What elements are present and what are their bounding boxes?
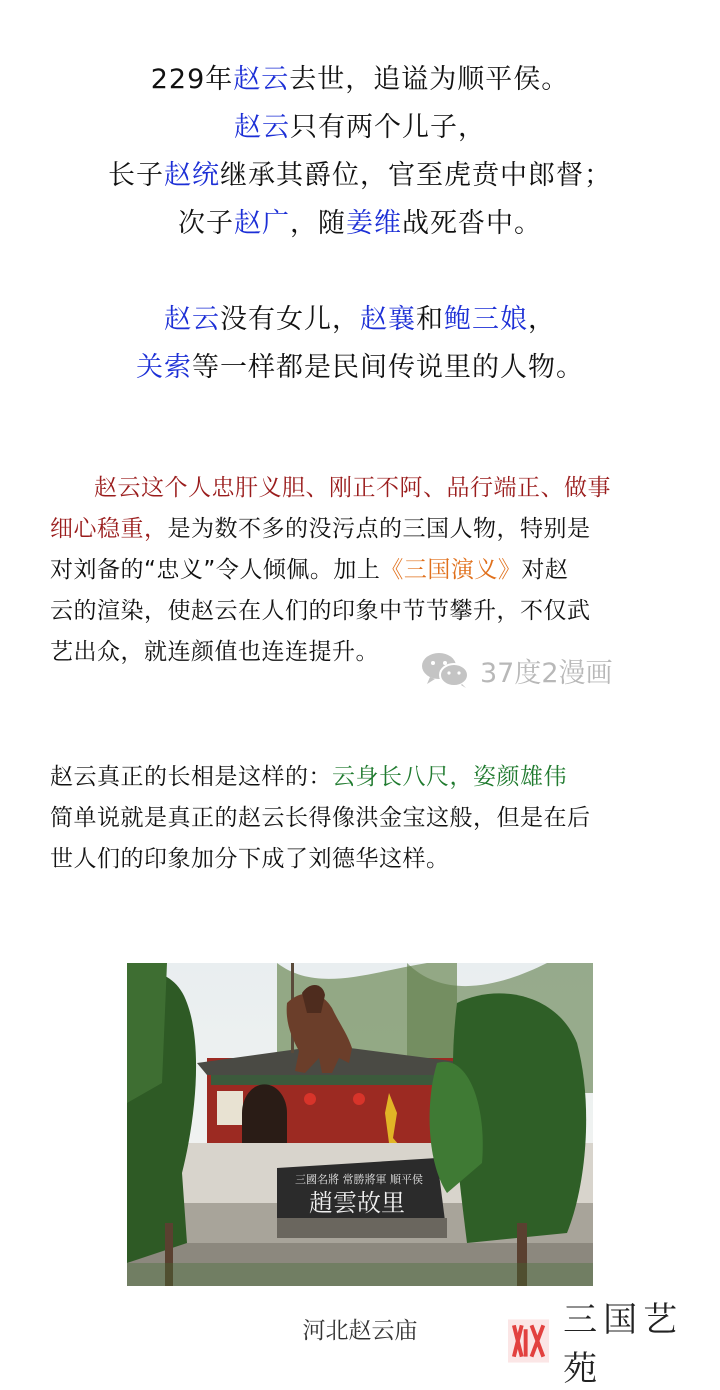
- brand-logo: [508, 1300, 720, 1389]
- intro-line-2: 赵云只有两个儿子，: [234, 112, 486, 143]
- intro-line-5: 赵云没有女儿，赵襄和鲍三娘，: [164, 304, 556, 335]
- stele-title: 趙雲故里: [309, 1189, 405, 1217]
- name-zhaoyun: 赵云: [233, 64, 290, 95]
- para1-line-1: 赵云这个人忠肝义胆、刚正不阿、品行端正、做事: [94, 475, 611, 501]
- name-jiangwei: 姜维: [346, 208, 402, 239]
- name-zhaotong: 赵统: [164, 160, 220, 191]
- intro-block-2: [0, 296, 720, 392]
- brand-text: 三国艺苑: [563, 1300, 684, 1389]
- intro-block: [0, 56, 720, 248]
- temple-photo: [127, 963, 593, 1286]
- brand-logo-icon: [508, 1319, 549, 1363]
- name-zhaoguang: 赵广: [234, 208, 290, 239]
- intro-line-4: 次子赵广，随姜维战死沓中。: [178, 208, 542, 239]
- paragraph-appearance: [50, 757, 680, 880]
- para1-line-4: 云的渲染，使赵云在人们的印象中节节攀升，不仅武: [50, 598, 591, 624]
- paragraph-character: [50, 468, 680, 673]
- para2-line-2: 简单说就是真正的赵云长得像洪金宝这般，但是在后: [50, 805, 591, 831]
- stele-subtitle: 三國名將 常勝將軍 順平侯: [295, 1173, 423, 1186]
- name-zhaoyun: 赵云: [164, 304, 220, 335]
- watermark-text: 37度2漫画: [480, 657, 613, 689]
- name-zhaoxiang: 赵襄: [360, 304, 416, 335]
- intro-line-3: 长子赵统继承其爵位，官至虎贲中郎督；: [108, 160, 612, 191]
- para1-line-3: 对刘备的“忠义”令人倾佩。加上《三国演义》对赵: [50, 557, 569, 583]
- quote-highlight: 云身长八尺，姿颜雄伟: [332, 764, 567, 790]
- photo-caption: 河北赵云庙: [302, 1318, 418, 1344]
- para2-line-3: 世人们的印象加分下成了刘德华这样。: [50, 846, 450, 872]
- watermark: [420, 648, 613, 692]
- wechat-icon: [420, 651, 472, 689]
- name-guansuo: 关索: [136, 352, 192, 383]
- intro-line-6: 关索等一样都是民间传说里的人物。: [136, 352, 584, 383]
- intro-line-1: 229年赵云去世，追谥为顺平侯。: [150, 64, 570, 95]
- name-baosanniang: 鲍三娘: [444, 304, 528, 335]
- book-title: 《三国演义》: [380, 557, 522, 583]
- para1-line-2: 细心稳重，是为数不多的没污点的三国人物，特别是: [50, 516, 591, 542]
- para1-line-5: 艺出众，就连颜值也连连提升。: [50, 639, 379, 665]
- para2-line-1: 赵云真正的长相是这样的：云身长八尺，姿颜雄伟: [50, 764, 567, 790]
- name-zhaoyun: 赵云: [234, 112, 290, 143]
